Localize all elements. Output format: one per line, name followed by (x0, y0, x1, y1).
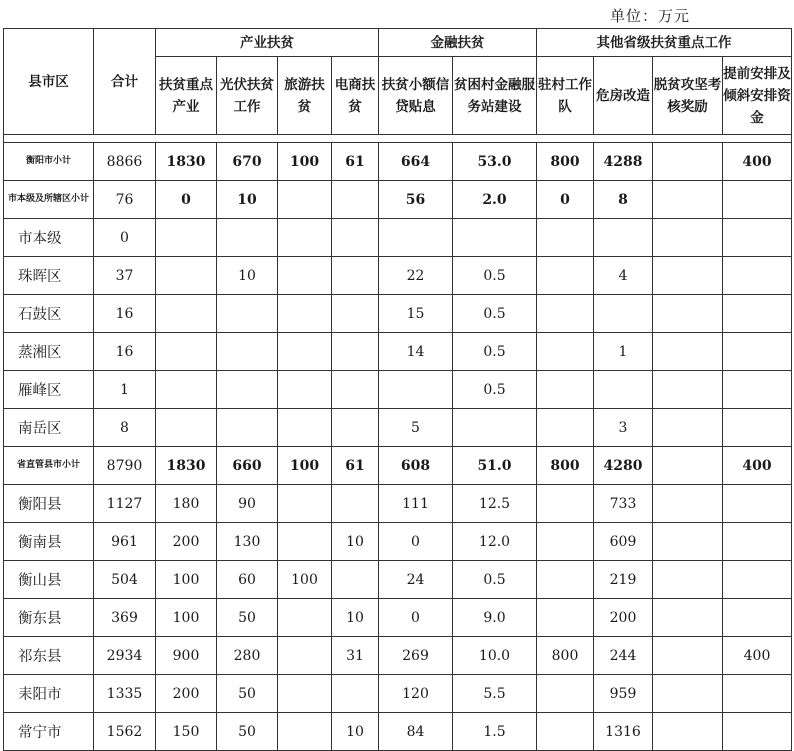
table-row (4, 409, 792, 447)
table-cell (537, 371, 594, 409)
table-cell (653, 371, 723, 409)
table-cell: 10 (332, 523, 379, 561)
table-cell: 200 (156, 675, 217, 713)
table-cell (217, 371, 278, 409)
table-cell (723, 599, 792, 637)
table-cell: 660 (217, 447, 278, 485)
table-cell (156, 333, 217, 371)
table-cell: 22 (379, 257, 453, 295)
table-cell: 10 (217, 257, 278, 295)
table-cell (156, 257, 217, 295)
table-row (4, 333, 792, 371)
table-row (4, 447, 792, 485)
table-cell: 1127 (94, 485, 156, 523)
table-cell: 8 (94, 409, 156, 447)
table-cell (537, 333, 594, 371)
header-col: 提前安排及倾斜安排资金 (723, 57, 792, 135)
table-cell: 200 (156, 523, 217, 561)
table-cell (332, 333, 379, 371)
table-cell (156, 371, 217, 409)
table-cell (332, 219, 379, 257)
row-name: 耒阳市 (4, 675, 94, 713)
table-cell (537, 295, 594, 333)
table-cell (332, 295, 379, 333)
table-cell: 1562 (94, 713, 156, 751)
table-cell: 800 (537, 143, 594, 181)
table-cell (217, 409, 278, 447)
table-cell: 51.0 (453, 447, 537, 485)
table-cell (653, 143, 723, 181)
table-cell (594, 295, 653, 333)
table-cell (537, 713, 594, 751)
table-row (4, 143, 792, 181)
table-row (4, 257, 792, 295)
table-row (4, 181, 792, 219)
table-cell (379, 371, 453, 409)
table-cell (278, 523, 332, 561)
header-col: 扶贫小额信贷贴息 (379, 57, 453, 135)
table-cell: 0.5 (453, 371, 537, 409)
table-cell: 1 (94, 371, 156, 409)
header-divider (4, 135, 792, 143)
table-cell: 900 (156, 637, 217, 675)
table-cell: 120 (379, 675, 453, 713)
table-cell: 280 (217, 637, 278, 675)
table-cell (332, 485, 379, 523)
header-group-other: 其他省级扶贫重点工作 (537, 29, 792, 57)
table-cell (332, 371, 379, 409)
row-name: 常宁市 (4, 713, 94, 751)
table-cell (156, 295, 217, 333)
table-cell (537, 523, 594, 561)
table-row (4, 675, 792, 713)
table-body (4, 143, 792, 751)
table-cell: 76 (94, 181, 156, 219)
table-row (4, 485, 792, 523)
table-row (4, 637, 792, 675)
table-cell: 10 (217, 181, 278, 219)
table-cell: 1316 (594, 713, 653, 751)
table-row (4, 523, 792, 561)
table-cell (278, 295, 332, 333)
table-cell (723, 713, 792, 751)
table-cell (653, 523, 723, 561)
table-cell (278, 181, 332, 219)
table-cell (723, 675, 792, 713)
table-cell (723, 257, 792, 295)
table-cell (453, 219, 537, 257)
table-cell: 959 (594, 675, 653, 713)
row-name: 市本级 (4, 219, 94, 257)
table-cell (278, 257, 332, 295)
table-cell: 1830 (156, 447, 217, 485)
table-cell (537, 409, 594, 447)
table-cell: 219 (594, 561, 653, 599)
table-cell (653, 333, 723, 371)
table-cell: 2.0 (453, 181, 537, 219)
table-cell: 400 (723, 447, 792, 485)
table-row (4, 599, 792, 637)
header-group-finance: 金融扶贫 (379, 29, 537, 57)
table-cell: 5.5 (453, 675, 537, 713)
table-cell: 8790 (94, 447, 156, 485)
table-cell (156, 409, 217, 447)
table-cell: 53.0 (453, 143, 537, 181)
header-col: 扶贫重点产业 (156, 57, 217, 135)
table-cell: 24 (379, 561, 453, 599)
row-name: 南岳区 (4, 409, 94, 447)
table-cell: 180 (156, 485, 217, 523)
table-cell (723, 333, 792, 371)
table-cell: 670 (217, 143, 278, 181)
table-cell: 800 (537, 637, 594, 675)
table-cell: 12.5 (453, 485, 537, 523)
table-cell: 200 (594, 599, 653, 637)
table-cell: 400 (723, 143, 792, 181)
table-cell: 244 (594, 637, 653, 675)
header-col: 旅游扶贫 (278, 57, 332, 135)
table-cell: 4 (594, 257, 653, 295)
table-cell (723, 523, 792, 561)
table-cell (278, 219, 332, 257)
table-cell: 100 (278, 143, 332, 181)
table-cell: 664 (379, 143, 453, 181)
table-cell (278, 485, 332, 523)
table-cell: 609 (594, 523, 653, 561)
header-county: 县市区 (4, 29, 94, 135)
table-cell: 0.5 (453, 333, 537, 371)
table-cell (332, 675, 379, 713)
row-name: 祁东县 (4, 637, 94, 675)
header-col: 驻村工作队 (537, 57, 594, 135)
table-row (4, 371, 792, 409)
table-cell (653, 675, 723, 713)
table-cell (332, 181, 379, 219)
table-cell (723, 371, 792, 409)
row-name: 衡南县 (4, 523, 94, 561)
header-total: 合计 (94, 29, 156, 135)
table-cell: 100 (156, 599, 217, 637)
table-cell: 111 (379, 485, 453, 523)
table-cell: 0 (537, 181, 594, 219)
table-cell: 608 (379, 447, 453, 485)
table-cell: 61 (332, 143, 379, 181)
table-cell: 130 (217, 523, 278, 561)
table-cell (156, 219, 217, 257)
table-cell: 1830 (156, 143, 217, 181)
table-cell (217, 219, 278, 257)
row-name: 衡东县 (4, 599, 94, 637)
header-col: 贫困村金融服务站建设 (453, 57, 537, 135)
poverty-funds-table (3, 28, 792, 751)
table-cell (594, 219, 653, 257)
table-cell (653, 713, 723, 751)
table-cell (278, 637, 332, 675)
table-row (4, 295, 792, 333)
table-cell (723, 561, 792, 599)
table-cell (537, 561, 594, 599)
table-cell (723, 219, 792, 257)
table-cell: 10.0 (453, 637, 537, 675)
table-cell: 0.5 (453, 561, 537, 599)
table-cell (537, 675, 594, 713)
header-col: 脱贫攻坚考核奖励 (653, 57, 723, 135)
table-cell: 4288 (594, 143, 653, 181)
table-cell (217, 333, 278, 371)
table-cell (653, 447, 723, 485)
table-cell: 961 (94, 523, 156, 561)
header-group-industry: 产业扶贫 (156, 29, 379, 57)
table-cell: 84 (379, 713, 453, 751)
table-cell (278, 371, 332, 409)
table-cell (723, 485, 792, 523)
table-cell: 4280 (594, 447, 653, 485)
unit-label: 单位：万元 (610, 7, 691, 25)
header-col: 光伏扶贫工作 (217, 57, 278, 135)
table-cell: 0.5 (453, 295, 537, 333)
table-cell: 14 (379, 333, 453, 371)
table-cell: 8866 (94, 143, 156, 181)
table-cell: 16 (94, 333, 156, 371)
table-cell (653, 485, 723, 523)
table-cell (278, 713, 332, 751)
table-cell (653, 295, 723, 333)
table-cell: 100 (278, 561, 332, 599)
table-cell: 5 (379, 409, 453, 447)
table-cell: 800 (537, 447, 594, 485)
table-cell (217, 295, 278, 333)
table-cell (653, 181, 723, 219)
table-cell (278, 333, 332, 371)
table-cell: 0 (379, 599, 453, 637)
table-cell (278, 409, 332, 447)
table-cell: 0 (156, 181, 217, 219)
table-cell: 733 (594, 485, 653, 523)
table-cell: 60 (217, 561, 278, 599)
row-name: 雁峰区 (4, 371, 94, 409)
table-cell: 15 (379, 295, 453, 333)
table-cell: 9.0 (453, 599, 537, 637)
table-cell: 150 (156, 713, 217, 751)
table-cell: 16 (94, 295, 156, 333)
row-name: 蒸湘区 (4, 333, 94, 371)
table-cell: 100 (156, 561, 217, 599)
table-cell: 1.5 (453, 713, 537, 751)
table-cell (453, 409, 537, 447)
table-cell: 0 (379, 523, 453, 561)
table-cell (653, 409, 723, 447)
table-cell: 50 (217, 713, 278, 751)
table-cell: 269 (379, 637, 453, 675)
table-cell: 1 (594, 333, 653, 371)
table-cell (379, 219, 453, 257)
header-col: 电商扶贫 (332, 57, 379, 135)
table-cell (278, 675, 332, 713)
table-cell: 56 (379, 181, 453, 219)
table-cell: 12.0 (453, 523, 537, 561)
table-cell (723, 181, 792, 219)
table-cell (653, 257, 723, 295)
table-cell: 0 (94, 219, 156, 257)
table-cell (537, 599, 594, 637)
table-cell: 10 (332, 599, 379, 637)
table-cell: 90 (217, 485, 278, 523)
table-cell (723, 409, 792, 447)
row-name: 石鼓区 (4, 295, 94, 333)
table-cell (723, 295, 792, 333)
table-cell (278, 599, 332, 637)
table-cell (653, 599, 723, 637)
row-name: 衡阳市小计 (4, 143, 94, 181)
table-cell (332, 409, 379, 447)
table-cell: 50 (217, 675, 278, 713)
header-col: 危房改造 (594, 57, 653, 135)
table-cell (332, 257, 379, 295)
row-name: 衡山县 (4, 561, 94, 599)
table-cell (537, 257, 594, 295)
table-cell: 31 (332, 637, 379, 675)
table-cell: 61 (332, 447, 379, 485)
table-cell (594, 371, 653, 409)
table-cell: 100 (278, 447, 332, 485)
row-name: 市本级及所辖区小计 (4, 181, 94, 219)
table-cell: 1335 (94, 675, 156, 713)
table-cell (537, 219, 594, 257)
table-cell (653, 219, 723, 257)
table-cell (653, 561, 723, 599)
table-row (4, 219, 792, 257)
table-cell: 369 (94, 599, 156, 637)
table-cell: 400 (723, 637, 792, 675)
table-cell (653, 637, 723, 675)
table-cell (332, 561, 379, 599)
row-name: 省直管县市小计 (4, 447, 94, 485)
table-cell: 8 (594, 181, 653, 219)
table-row (4, 713, 792, 751)
table-cell: 0.5 (453, 257, 537, 295)
table-cell: 50 (217, 599, 278, 637)
row-name: 衡阳县 (4, 485, 94, 523)
table-cell: 2934 (94, 637, 156, 675)
table-cell (537, 485, 594, 523)
table-cell: 10 (332, 713, 379, 751)
table-cell: 504 (94, 561, 156, 599)
table-row (4, 561, 792, 599)
table-cell: 3 (594, 409, 653, 447)
row-name: 珠晖区 (4, 257, 94, 295)
table-cell: 37 (94, 257, 156, 295)
